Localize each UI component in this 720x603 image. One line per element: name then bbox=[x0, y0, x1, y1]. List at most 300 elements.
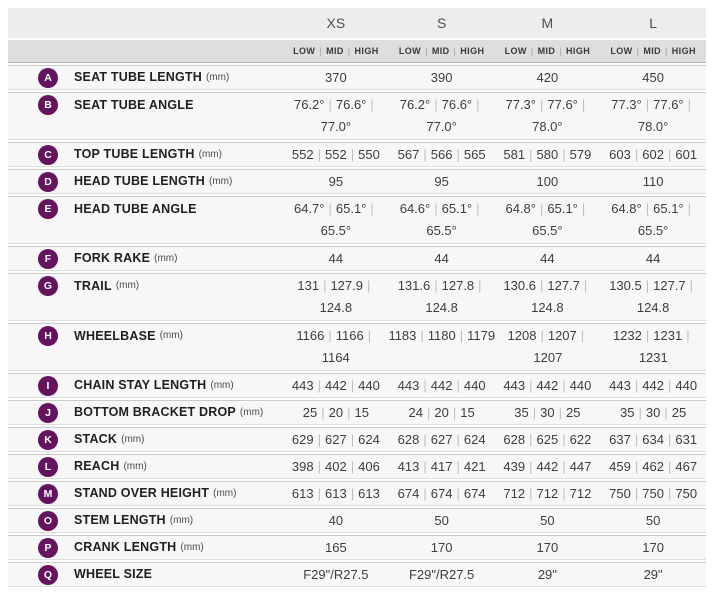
value-cell-l bbox=[600, 482, 706, 505]
value-cell-s bbox=[389, 401, 495, 424]
value-cell-s bbox=[389, 143, 495, 166]
row-label: HEAD TUBE LENGTH bbox=[74, 174, 205, 189]
tier-label-mid: MID bbox=[326, 46, 344, 56]
value: 124.8 bbox=[319, 300, 353, 315]
value: 443 bbox=[503, 378, 526, 393]
value: 25 bbox=[671, 405, 687, 420]
row-label-cell bbox=[8, 536, 283, 559]
value-cell-xs bbox=[283, 509, 389, 532]
value-separator: | bbox=[664, 405, 668, 420]
value: 1207 bbox=[533, 350, 563, 365]
value-separator: | bbox=[456, 147, 460, 162]
value: 25 bbox=[566, 405, 581, 420]
value-separator: | bbox=[423, 459, 427, 474]
value: 467 bbox=[675, 459, 698, 474]
value: 442 bbox=[430, 378, 453, 393]
table-row bbox=[8, 273, 706, 321]
value-separator: | bbox=[562, 459, 566, 474]
value-separator: | bbox=[562, 486, 566, 501]
value: 440 bbox=[358, 378, 380, 393]
value-cell-l bbox=[600, 247, 706, 270]
value-separator: | bbox=[434, 201, 438, 216]
value: 24 bbox=[408, 405, 423, 420]
value-separator: | bbox=[427, 405, 431, 420]
value-cell-l bbox=[600, 170, 706, 193]
value: 1166 bbox=[335, 328, 364, 343]
value-separator: | bbox=[323, 278, 327, 293]
value: 44 bbox=[645, 251, 661, 266]
value: 15 bbox=[354, 405, 369, 420]
value: 1232 bbox=[612, 328, 642, 343]
value: 602 bbox=[642, 147, 664, 162]
row-label: STAND OVER HEIGHT bbox=[74, 486, 210, 501]
value-separator: | bbox=[583, 278, 588, 293]
value-cell-s bbox=[389, 428, 495, 451]
value-cell-xs bbox=[283, 428, 389, 451]
row-unit: (mm) bbox=[213, 488, 237, 500]
value-separator: | bbox=[634, 486, 639, 501]
value-separator: | bbox=[667, 147, 672, 162]
tier-header-row bbox=[8, 40, 706, 63]
value: 124.8 bbox=[531, 300, 564, 315]
table-row bbox=[8, 196, 706, 244]
value: 64.8° bbox=[505, 201, 536, 216]
value-cell-xs bbox=[283, 324, 388, 370]
value-separator: | bbox=[347, 405, 351, 420]
value: 398 bbox=[291, 459, 314, 474]
value: 65.5° bbox=[532, 223, 563, 238]
row-letter-badge: H bbox=[38, 326, 58, 346]
table-row bbox=[8, 481, 706, 506]
row-unit: (mm) bbox=[159, 330, 183, 341]
tier-separator: | bbox=[347, 46, 351, 56]
value-cell-s bbox=[389, 374, 495, 397]
row-label-cell bbox=[8, 247, 283, 270]
value-separator: | bbox=[667, 378, 672, 393]
tier-separator: | bbox=[636, 46, 640, 56]
row-letter-badge: F bbox=[38, 249, 58, 269]
value-cell-l bbox=[600, 66, 706, 89]
value: 44 bbox=[328, 251, 344, 266]
value-separator: | bbox=[634, 147, 639, 162]
value-cell-l bbox=[601, 324, 706, 370]
value-cell-m bbox=[495, 143, 601, 166]
value: 95 bbox=[328, 174, 344, 189]
value-separator: | bbox=[645, 278, 650, 293]
row-letter-badge: L bbox=[38, 457, 58, 477]
value: 127.9 bbox=[330, 278, 363, 293]
value-cell-l bbox=[600, 374, 706, 397]
row-label-cell bbox=[8, 93, 283, 139]
value: 622 bbox=[569, 432, 592, 447]
value-cell-s bbox=[389, 93, 495, 139]
value-separator: | bbox=[317, 147, 322, 162]
value-separator: | bbox=[350, 459, 355, 474]
value-cell-l bbox=[600, 274, 706, 320]
value-separator: | bbox=[367, 278, 371, 293]
value: 170 bbox=[430, 540, 453, 555]
row-label: SEAT TUBE LENGTH bbox=[74, 70, 202, 85]
row-letter-badge: B bbox=[38, 95, 58, 115]
row-label: CHAIN STAY LENGTH bbox=[74, 378, 207, 393]
table-row bbox=[8, 169, 706, 194]
value: 1231 bbox=[653, 328, 683, 343]
row-letter-badge: D bbox=[38, 172, 58, 192]
value: 443 bbox=[291, 378, 314, 393]
value-cell-m bbox=[495, 247, 601, 270]
value-separator: | bbox=[456, 432, 460, 447]
value: 77.3° bbox=[505, 97, 536, 112]
value-separator: | bbox=[478, 278, 482, 293]
value: 634 bbox=[642, 432, 664, 447]
tier-label-low: LOW bbox=[293, 46, 316, 56]
value-cell-xs bbox=[283, 170, 389, 193]
row-letter-badge: A bbox=[38, 68, 58, 88]
value: 30 bbox=[645, 405, 661, 420]
value: F29"/R27.5 bbox=[408, 567, 475, 582]
value: 131 bbox=[297, 278, 320, 293]
value-separator: | bbox=[667, 432, 672, 447]
row-unit: (mm) bbox=[169, 515, 194, 527]
value: 443 bbox=[609, 378, 631, 393]
value: 127.8 bbox=[441, 278, 475, 293]
value: 552 bbox=[325, 147, 347, 162]
value: 77.3° bbox=[611, 97, 642, 112]
row-label-cell bbox=[8, 374, 283, 397]
value: 712 bbox=[536, 486, 559, 501]
tier-separator: | bbox=[453, 46, 457, 56]
value: 631 bbox=[675, 432, 698, 447]
value-separator: | bbox=[350, 432, 355, 447]
value-separator: | bbox=[634, 459, 639, 474]
value: 65.1° bbox=[653, 201, 684, 216]
value-separator: | bbox=[687, 201, 692, 216]
row-letter-badge: I bbox=[38, 376, 58, 396]
value: 110 bbox=[642, 174, 664, 189]
value: 462 bbox=[642, 459, 664, 474]
value: 750 bbox=[642, 486, 664, 501]
row-label: HEAD TUBE ANGLE bbox=[74, 202, 197, 216]
value-cell-s bbox=[389, 274, 495, 320]
value: 550 bbox=[358, 147, 380, 162]
value: 130.6 bbox=[503, 278, 536, 293]
tier-separator: | bbox=[559, 46, 563, 56]
value: 95 bbox=[434, 174, 449, 189]
row-label: TRAIL bbox=[74, 279, 112, 293]
value-separator: | bbox=[581, 201, 586, 216]
value-cell-xs bbox=[283, 93, 389, 139]
tier-group-xs bbox=[283, 46, 389, 56]
value-separator: | bbox=[317, 432, 322, 447]
value-cell-s bbox=[389, 509, 495, 532]
tier-separator: | bbox=[530, 46, 534, 56]
row-label-cell bbox=[8, 509, 283, 532]
value-cell-l bbox=[600, 536, 706, 559]
row-label: STACK bbox=[74, 432, 118, 447]
value-cell-xs bbox=[283, 536, 389, 559]
value: 750 bbox=[675, 486, 698, 501]
value: 127.7 bbox=[653, 278, 686, 293]
value-separator: | bbox=[328, 201, 332, 216]
tier-group-s bbox=[389, 46, 495, 56]
value: 390 bbox=[430, 70, 453, 85]
value: 76.2° bbox=[399, 97, 431, 112]
value-cell-s bbox=[389, 482, 495, 505]
value: 627 bbox=[325, 432, 347, 447]
value-separator: | bbox=[580, 328, 585, 343]
row-label-cell bbox=[8, 401, 283, 424]
value: 627 bbox=[430, 432, 453, 447]
value: 447 bbox=[569, 459, 592, 474]
value-cell-s bbox=[389, 170, 495, 193]
table-row bbox=[8, 92, 706, 140]
value: 65.5° bbox=[637, 223, 669, 238]
row-unit: (mm) bbox=[205, 72, 230, 84]
tier-label-high: HIGH bbox=[671, 46, 696, 56]
value: 100 bbox=[536, 174, 559, 189]
value: 624 bbox=[358, 432, 380, 447]
value-cell-m bbox=[495, 274, 601, 320]
row-label: FORK RAKE bbox=[74, 251, 151, 266]
value: 1207 bbox=[547, 328, 577, 343]
value: 50 bbox=[434, 513, 449, 528]
value: 613 bbox=[358, 486, 380, 501]
value: 65.1° bbox=[547, 201, 578, 216]
value: 170 bbox=[642, 540, 664, 555]
table-row bbox=[8, 373, 706, 398]
value-separator: | bbox=[634, 432, 639, 447]
value-cell-l bbox=[600, 401, 706, 424]
value: 1183 bbox=[388, 328, 417, 343]
row-unit: (mm) bbox=[123, 461, 147, 473]
column-header-m: M bbox=[541, 15, 554, 31]
value: 581 bbox=[503, 147, 526, 162]
row-label: REACH bbox=[74, 459, 120, 474]
value: 35 bbox=[514, 405, 529, 420]
row-label: SEAT TUBE ANGLE bbox=[74, 98, 194, 112]
value-separator: | bbox=[689, 278, 694, 293]
value-separator: | bbox=[317, 378, 322, 393]
value-separator: | bbox=[667, 459, 672, 474]
value-cell-m bbox=[495, 401, 601, 424]
value: 370 bbox=[325, 70, 347, 85]
value: 1231 bbox=[638, 350, 668, 365]
value: 712 bbox=[569, 486, 592, 501]
value: 402 bbox=[325, 459, 347, 474]
value: 76.6° bbox=[335, 97, 367, 112]
value: 628 bbox=[503, 432, 526, 447]
value-separator: | bbox=[456, 378, 460, 393]
row-label: WHEELBASE bbox=[74, 329, 156, 343]
value-separator: | bbox=[532, 405, 537, 420]
table-row bbox=[8, 246, 706, 271]
value-cell-m bbox=[495, 509, 601, 532]
column-header-l: L bbox=[649, 15, 658, 31]
column-header-s: S bbox=[436, 15, 447, 31]
row-label-cell bbox=[8, 274, 283, 320]
row-label-cell bbox=[8, 482, 283, 505]
value: 25 bbox=[302, 405, 318, 420]
row-unit: (mm) bbox=[198, 149, 222, 161]
value-separator: | bbox=[459, 328, 464, 343]
table-body bbox=[8, 65, 706, 587]
value-separator: | bbox=[452, 405, 457, 420]
value-separator: | bbox=[539, 97, 544, 112]
value-cell-xs bbox=[283, 247, 389, 270]
tier-label-mid: MID bbox=[643, 46, 662, 56]
value: 421 bbox=[463, 459, 486, 474]
value-separator: | bbox=[638, 405, 642, 420]
row-unit: (mm) bbox=[154, 253, 178, 265]
value: 629 bbox=[291, 432, 314, 447]
row-letter-badge: J bbox=[38, 403, 58, 423]
value: 127.7 bbox=[547, 278, 580, 293]
value: 624 bbox=[463, 432, 486, 447]
value-cell-s bbox=[389, 66, 495, 89]
value-cell-m bbox=[495, 197, 601, 243]
value-separator: | bbox=[645, 201, 650, 216]
value: 165 bbox=[325, 540, 347, 555]
value-cell-s bbox=[388, 324, 495, 370]
row-letter-badge: M bbox=[38, 484, 58, 504]
tier-group-l bbox=[600, 46, 706, 56]
value: 567 bbox=[397, 147, 420, 162]
value-separator: | bbox=[423, 378, 427, 393]
value-separator: | bbox=[423, 486, 427, 501]
value-cell-s bbox=[389, 563, 495, 586]
table-row bbox=[8, 65, 706, 90]
value-separator: | bbox=[456, 459, 460, 474]
value-cell-m bbox=[495, 93, 601, 139]
value-separator: | bbox=[529, 432, 533, 447]
value: 124.8 bbox=[425, 300, 458, 315]
row-label: WHEEL SIZE bbox=[74, 567, 153, 582]
value-cell-l bbox=[600, 93, 706, 139]
value: 76.2° bbox=[293, 97, 325, 112]
value-cell-xs bbox=[283, 274, 389, 320]
value-separator: | bbox=[434, 97, 438, 112]
value: 50 bbox=[540, 513, 555, 528]
value: 64.8° bbox=[611, 201, 642, 216]
value-separator: | bbox=[434, 278, 438, 293]
row-label-cell bbox=[8, 66, 283, 89]
table-row bbox=[8, 454, 706, 479]
value-cell-l bbox=[600, 455, 706, 478]
row-label: STEM LENGTH bbox=[74, 513, 166, 528]
row-unit: (mm) bbox=[121, 434, 145, 446]
value-separator: | bbox=[328, 328, 332, 343]
value-cell-xs bbox=[283, 66, 389, 89]
tier-label-low: LOW bbox=[398, 46, 422, 56]
value-separator: | bbox=[529, 378, 533, 393]
value-separator: | bbox=[539, 278, 544, 293]
value: 566 bbox=[430, 147, 453, 162]
geometry-table bbox=[8, 8, 706, 587]
value: 628 bbox=[397, 432, 420, 447]
row-unit: (mm) bbox=[239, 407, 264, 419]
value: 565 bbox=[463, 147, 486, 162]
value-separator: | bbox=[562, 378, 566, 393]
value: 64.7° bbox=[293, 201, 325, 216]
value-separator: | bbox=[420, 328, 424, 343]
value: 124.8 bbox=[636, 300, 670, 315]
row-label-cell bbox=[8, 170, 283, 193]
row-letter-badge: G bbox=[38, 276, 58, 296]
row-unit: (mm) bbox=[208, 176, 233, 188]
value-separator: | bbox=[634, 378, 639, 393]
value: 674 bbox=[430, 486, 453, 501]
value: 552 bbox=[291, 147, 314, 162]
value-separator: | bbox=[350, 147, 355, 162]
row-unit: (mm) bbox=[180, 542, 204, 554]
value-cell-l bbox=[600, 197, 706, 243]
table-row bbox=[8, 562, 706, 587]
row-label-cell bbox=[8, 324, 283, 370]
value-separator: | bbox=[581, 97, 586, 112]
value-separator: | bbox=[687, 97, 692, 112]
value: 440 bbox=[569, 378, 592, 393]
value-separator: | bbox=[423, 147, 427, 162]
value: 442 bbox=[536, 378, 559, 393]
value: 417 bbox=[430, 459, 453, 474]
value: 20 bbox=[434, 405, 449, 420]
value-separator: | bbox=[321, 405, 325, 420]
tier-label-mid: MID bbox=[431, 46, 450, 56]
value: 443 bbox=[397, 378, 420, 393]
value-separator: | bbox=[529, 147, 533, 162]
value-separator: | bbox=[456, 486, 460, 501]
size-header-row bbox=[8, 8, 706, 38]
value: 64.6° bbox=[399, 201, 431, 216]
value: F29"/R27.5 bbox=[303, 567, 369, 582]
value-cell-xs bbox=[283, 563, 389, 586]
value: 579 bbox=[569, 147, 592, 162]
row-label-cell bbox=[8, 197, 283, 243]
value: 637 bbox=[609, 432, 631, 447]
tier-separator: | bbox=[665, 46, 668, 56]
row-letter-badge: Q bbox=[38, 565, 58, 585]
value: 131.6 bbox=[397, 278, 431, 293]
value: 78.0° bbox=[532, 119, 563, 134]
table-row bbox=[8, 508, 706, 533]
value-separator: | bbox=[476, 201, 480, 216]
value: 65.1° bbox=[441, 201, 473, 216]
value: 603 bbox=[609, 147, 631, 162]
value: 413 bbox=[397, 459, 420, 474]
value: 1180 bbox=[427, 328, 456, 343]
value: 450 bbox=[642, 70, 664, 85]
value: 613 bbox=[325, 486, 347, 501]
value: 1166 bbox=[296, 328, 325, 343]
value-separator: | bbox=[367, 328, 372, 343]
value: 440 bbox=[463, 378, 486, 393]
tier-label-high: HIGH bbox=[460, 46, 485, 56]
value: 29" bbox=[643, 567, 663, 582]
tier-separator: | bbox=[319, 46, 323, 56]
value-cell-l bbox=[600, 563, 706, 586]
value: 65.5° bbox=[320, 223, 352, 238]
value: 78.0° bbox=[637, 119, 669, 134]
value: 170 bbox=[536, 540, 559, 555]
value: 50 bbox=[645, 513, 661, 528]
row-letter-badge: C bbox=[38, 145, 58, 165]
value: 35 bbox=[620, 405, 635, 420]
value-cell-s bbox=[389, 536, 495, 559]
tier-label-low: LOW bbox=[610, 46, 633, 56]
value: 613 bbox=[291, 486, 314, 501]
tier-label-high: HIGH bbox=[566, 46, 591, 56]
tier-label-high: HIGH bbox=[354, 46, 379, 56]
